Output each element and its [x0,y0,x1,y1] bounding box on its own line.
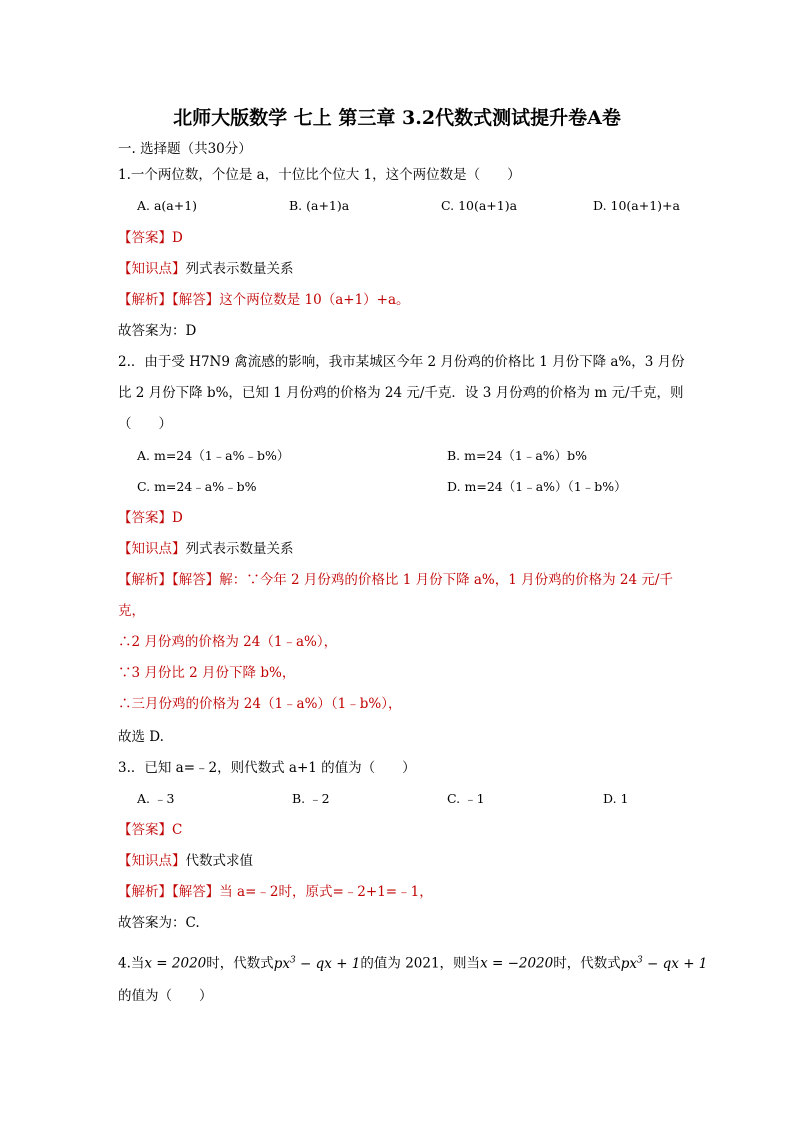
q2-option-d: D. m=24（1﹣a%）（1﹣b%） [447,479,627,494]
q2-stem-line2: 比 2 月份下降 b%，已知 1 月份鸡的价格为 24 元/千克．设 3 月份鸡的价格为 m 元/千克，则 [118,385,684,401]
q2-conclusion: 故选 D. [118,729,164,745]
q3-option-c: C. ﹣1 [447,791,485,806]
analysis-label: 【解析】【解答】 [118,572,220,588]
expr-base: px [273,955,291,972]
q4-text: 时，代数式 [553,955,621,972]
q4-expression-2 [621,956,708,972]
expr-base: px [620,955,638,972]
q4-text: 4.当 [118,955,145,972]
q2-stem-line1: 2.．由于受 H7N9 禽流感的影响，我市某城区今年 2 月份鸡的价格比 1 月份下降 a%，3 月份 [118,354,685,370]
knowledge-value: 列式表示数量关系 [185,541,294,557]
q3-option-a: A. ﹣3 [137,791,175,806]
q1-analysis [118,290,410,310]
q2-step1: ∴2 月份鸡的价格为 24（1﹣a%）， [118,634,338,650]
knowledge-label: 【知识点】 [118,261,186,277]
q2-option-a: A. m=24（1﹣a%﹣b%） [137,448,290,463]
answer-label: 【答案】 [118,822,172,838]
q4-condition-2: x = −2020 [480,955,554,972]
knowledge-label: 【知识点】 [118,541,186,557]
q3-answer [118,820,182,840]
q2-stem-line3: （ ） [118,416,172,432]
q1-option-d: D. 10(a+1)+a [593,198,680,213]
analysis-text: 当 a=﹣2时，原式=﹣2+1=﹣1， [219,884,433,900]
q1-option-c: C. 10(a+1)a [441,198,518,213]
q2-answer [118,508,183,528]
analysis-label: 【解析】【解答】 [118,292,220,308]
q3-option-b: B. ﹣2 [292,791,330,806]
answer-value: D [172,230,183,246]
answer-value: C [172,822,183,838]
q1-answer [118,228,183,248]
answer-label: 【答案】 [118,230,172,246]
knowledge-value: 代数式求值 [185,853,253,869]
q4-stem-line1 [118,950,707,974]
q2-option-b: B. m=24（1﹣a%）b% [447,448,588,463]
answer-value: D [172,510,183,526]
q3-option-d: D. 1 [603,791,629,806]
analysis-text: 解：∵今年 2 月份鸡的价格比 1 月份下降 a%，1 月份鸡的价格为 24 元/千 [219,572,673,588]
q2-step2: ∵3 月份比 2 月份下降 b%， [118,665,296,681]
answer-label: 【答案】 [118,510,172,526]
expr-exponent: 3 [637,955,643,965]
q4-text: 的值为 2021，则当 [360,955,481,972]
expr-tail: − qx + 1 [295,955,361,972]
q2-step3: ∴三月份鸡的价格为 24（1﹣a%）（1﹣b%）， [118,696,402,712]
q2-knowledge [118,539,294,559]
q2-analysis-line2: 克， [118,603,145,619]
page-title: 北师大版数学 七上 第三章 3.2代数式测试提升卷A卷 [173,107,621,129]
knowledge-value: 列式表示数量关系 [185,261,294,277]
section-heading: 一. 选择题（共30分） [118,141,252,157]
knowledge-label: 【知识点】 [118,853,186,869]
q1-option-b: B. (a+1)a [289,198,350,213]
q3-knowledge [118,851,253,871]
q3-analysis [118,882,433,902]
analysis-label: 【解析】【解答】 [118,884,220,900]
q2-option-c: C. m=24﹣a%﹣b% [137,479,257,494]
expr-tail: − qx + 1 [642,955,708,972]
q3-stem: 3.．已知 a=﹣2，则代数式 a+1 的值为（ ） [118,760,416,776]
q4-expression-1 [274,956,361,972]
expr-exponent: 3 [290,955,296,965]
q4-text: 时，代数式 [206,955,274,972]
q1-knowledge [118,259,294,279]
q4-stem-line2: 的值为（ ） [118,988,213,1004]
analysis-text: 这个两位数是 10（a+1）+a。 [219,292,410,308]
q1-stem: 1.一个两位数，个位是 a，十位比个位大 1，这个两位数是（ ） [118,167,521,183]
q2-analysis-line1 [118,570,673,590]
q3-conclusion: 故答案为：C. [118,915,200,931]
q4-condition-1: x = 2020 [144,955,207,972]
q1-conclusion: 故答案为：D [118,323,197,339]
q1-option-a: A. a(a+1) [137,198,198,213]
